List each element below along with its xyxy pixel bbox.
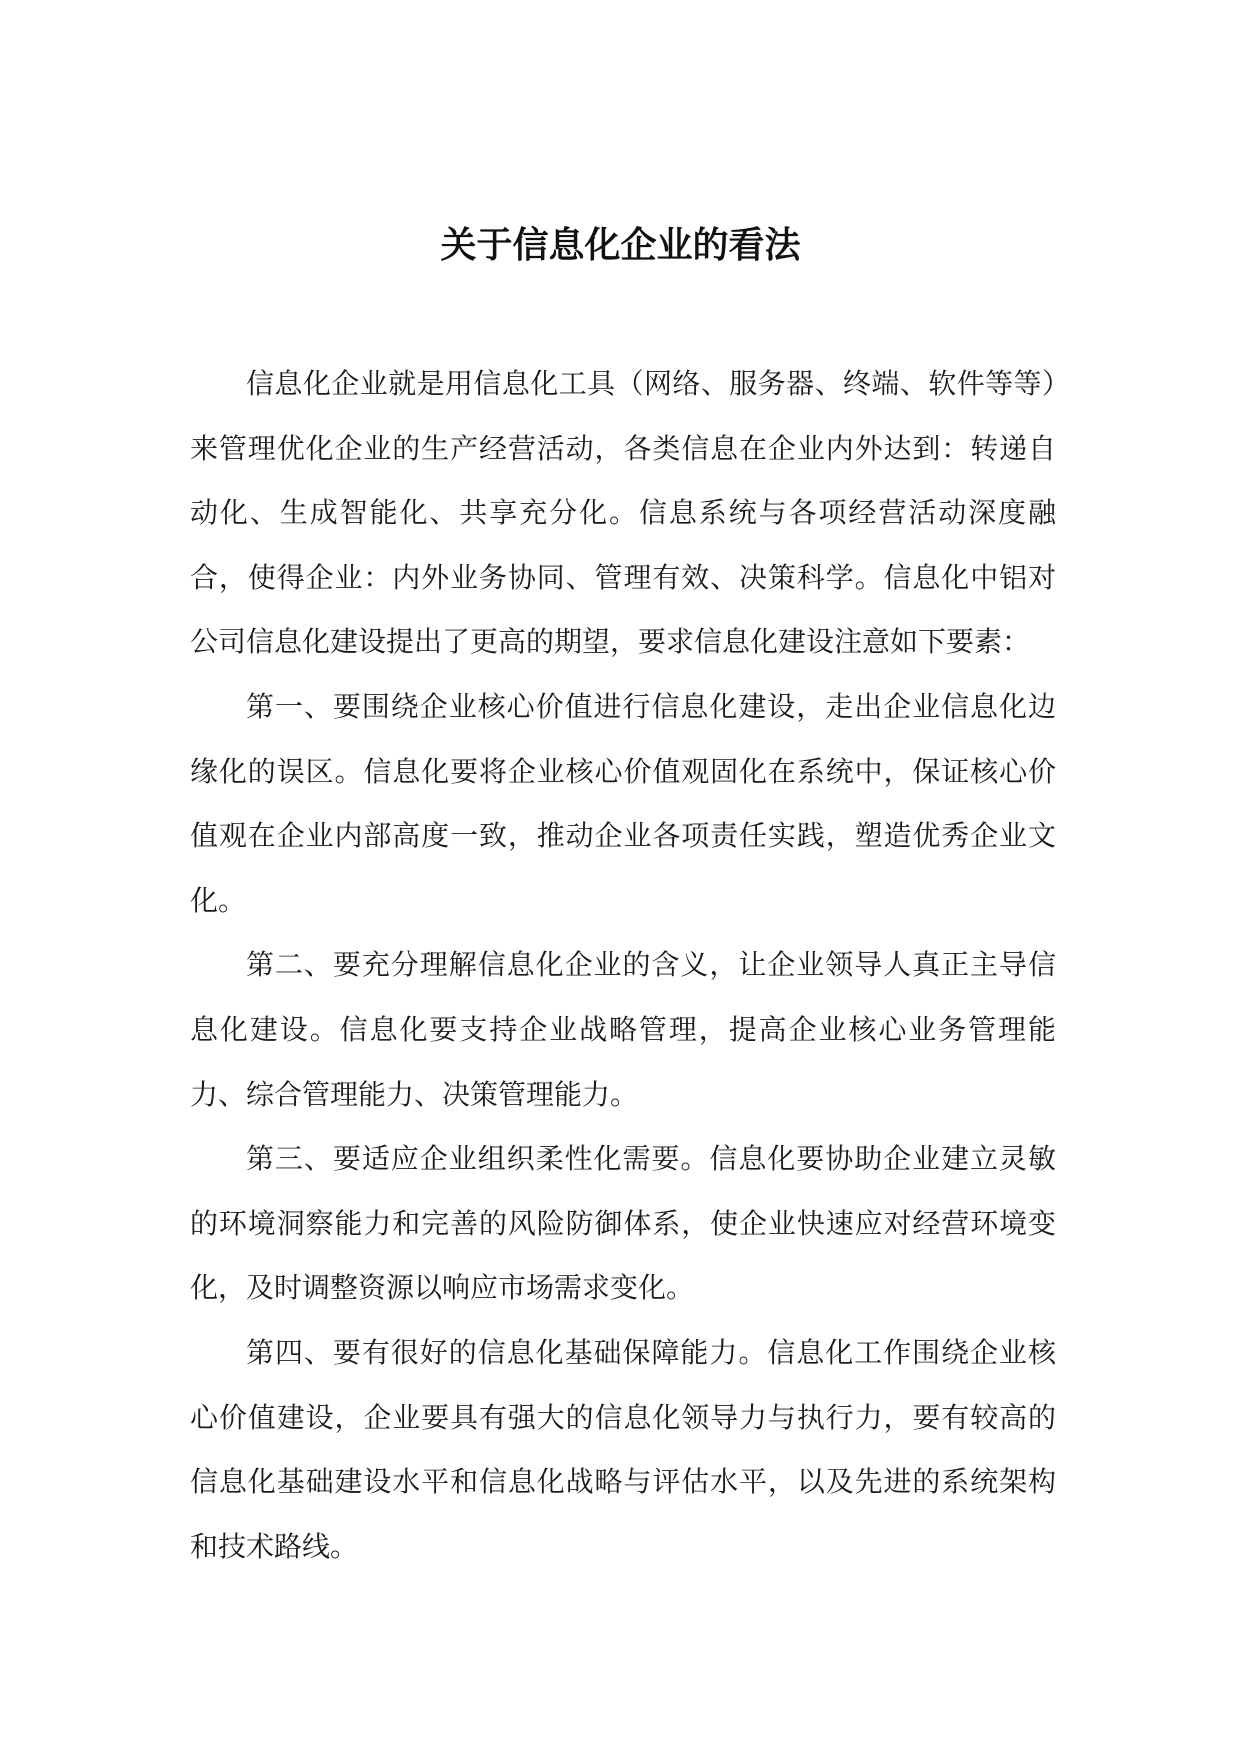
paragraph-point-one: 第一、要围绕企业核心价值进行信息化建设，走出企业信息化边缘化的误区。信息化要将企业核心价值观固化在系统中，保证核心价值观在企业内部高度一致，推动企业各项责任实践，塑造优秀企业文化。 [190, 689, 1056, 917]
paragraph-point-four: 第四、要有很好的信息化基础保障能力。信息化工作围绕企业核心价值建设，企业要具有强大的信息化领导力与执行力，要有较高的信息化基础建设水平和信息化战略与评估水平，以及先进的系统架构和技术路线。 [190, 1335, 1056, 1563]
paragraph-point-three: 第三、要适应企业组织柔性化需要。信息化要协助企业建立灵敏的环境洞察能力和完善的风险防御体系，使企业快速应对经营环境变化，及时调整资源以响应市场需求变化。 [190, 1142, 1056, 1305]
document-title: 关于信息化企业的看法 [440, 225, 801, 266]
document-body [190, 352, 1056, 1579]
paragraph-intro: 信息化企业就是用信息化工具（网络、服务器、终端、软件等等）来管理优化企业的生产经营活动，各类信息在企业内外达到：转递自动化、生成智能化、共享充分化。信息系统与各项经营活动深度融合，使得企业：内外业务协同、管理有效、决策科学。信息化中铝对公司信息化建设提出了更高的期望，要求信息化建设注意如下要素： [190, 367, 1056, 659]
paragraph-point-two: 第二、要充分理解信息化企业的含义，让企业领导人真正主导信息化建设。信息化要支持企业战略管理，提高企业核心业务管理能力、综合管理能力、决策管理能力。 [190, 948, 1056, 1111]
